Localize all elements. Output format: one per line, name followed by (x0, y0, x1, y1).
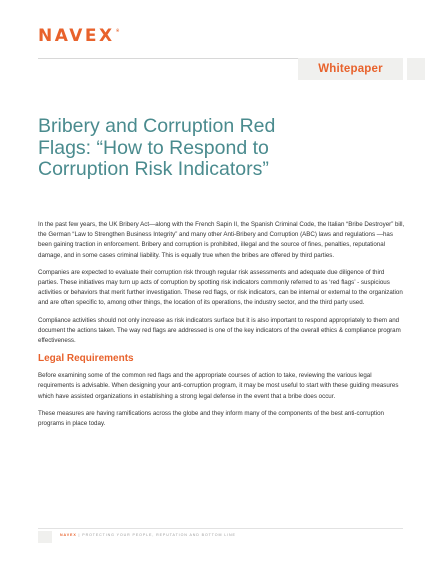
navex-logo (38, 26, 120, 46)
document-type-label: Whitepaper (318, 63, 383, 75)
footer-separator: | (78, 533, 81, 537)
tag-accent-block (407, 58, 425, 80)
footer-brand: NAVEX (60, 533, 77, 537)
logo-text: NAVEX (38, 26, 115, 46)
body-content (38, 220, 406, 436)
footer-page-box (38, 531, 52, 543)
section-paragraph: These measures are having ramifications across the globe and they inform many of the components of the best anti-corruption programs in place today. (38, 409, 384, 428)
registered-mark: ® (115, 28, 120, 33)
section-heading: Legal Requirements (38, 353, 134, 365)
section-paragraph: Before examining some of the common red flags and the appropriate courses of action to take, reviewing the various legal requirements is advisable. When designing your anti-corruption program, it may be most useful to start with these guiding measures which have assisted organizations in establishing a strong legal defense in the event that a bribe does occur. (38, 372, 399, 400)
footer-text (60, 533, 236, 537)
body-paragraph: Companies are expected to evaluate their corruption risk through regular risk assessments and adequate due diligence of third parties. These initiatives may turn up acts of corruption by spotting risk indicators commonly referred to as ‘red flags’ - suspicious activities or behaviors that merit further investigation. These red flags, or risk indicators, can be internal or external to the organization and are often specific to, among other things, the location of its operations, the industry sector, and the third party used. (38, 268, 403, 307)
body-paragraph: Compliance activities should not only increase as risk indicators surface but it is also important to respond appropriately to them and document the actions taken. The way red flags are addressed is one of the key indicators of the overall ethics & compliance program effectiveness. (38, 316, 401, 345)
footer-divider (38, 528, 403, 529)
footer-tagline: PROTECTING YOUR PEOPLE, REPUTATION AND BOTTOM LINE (82, 533, 236, 537)
document-type-tag (298, 58, 403, 80)
page-title: Bribery and Corruption Red Flags: “How to Respond to Corruption Risk Indicators” (38, 115, 276, 180)
intro-paragraph: In the past few years, the UK Bribery Act—along with the French Sapin II, the Spanish Criminal Code, the Italian “Bribe Destroyer” bill, the German “Law to Strengthen Business Integrity” and many other Anti-Bribery and Corruption (ABC) laws and regulations —has been gaining traction in enforcement. Bribery and corruption is prohibited, illegal and the source of fines, penalties, reputational damage, and in some cases criminal liability. This is equally true when the bribes are offered by third parties. (38, 221, 405, 259)
